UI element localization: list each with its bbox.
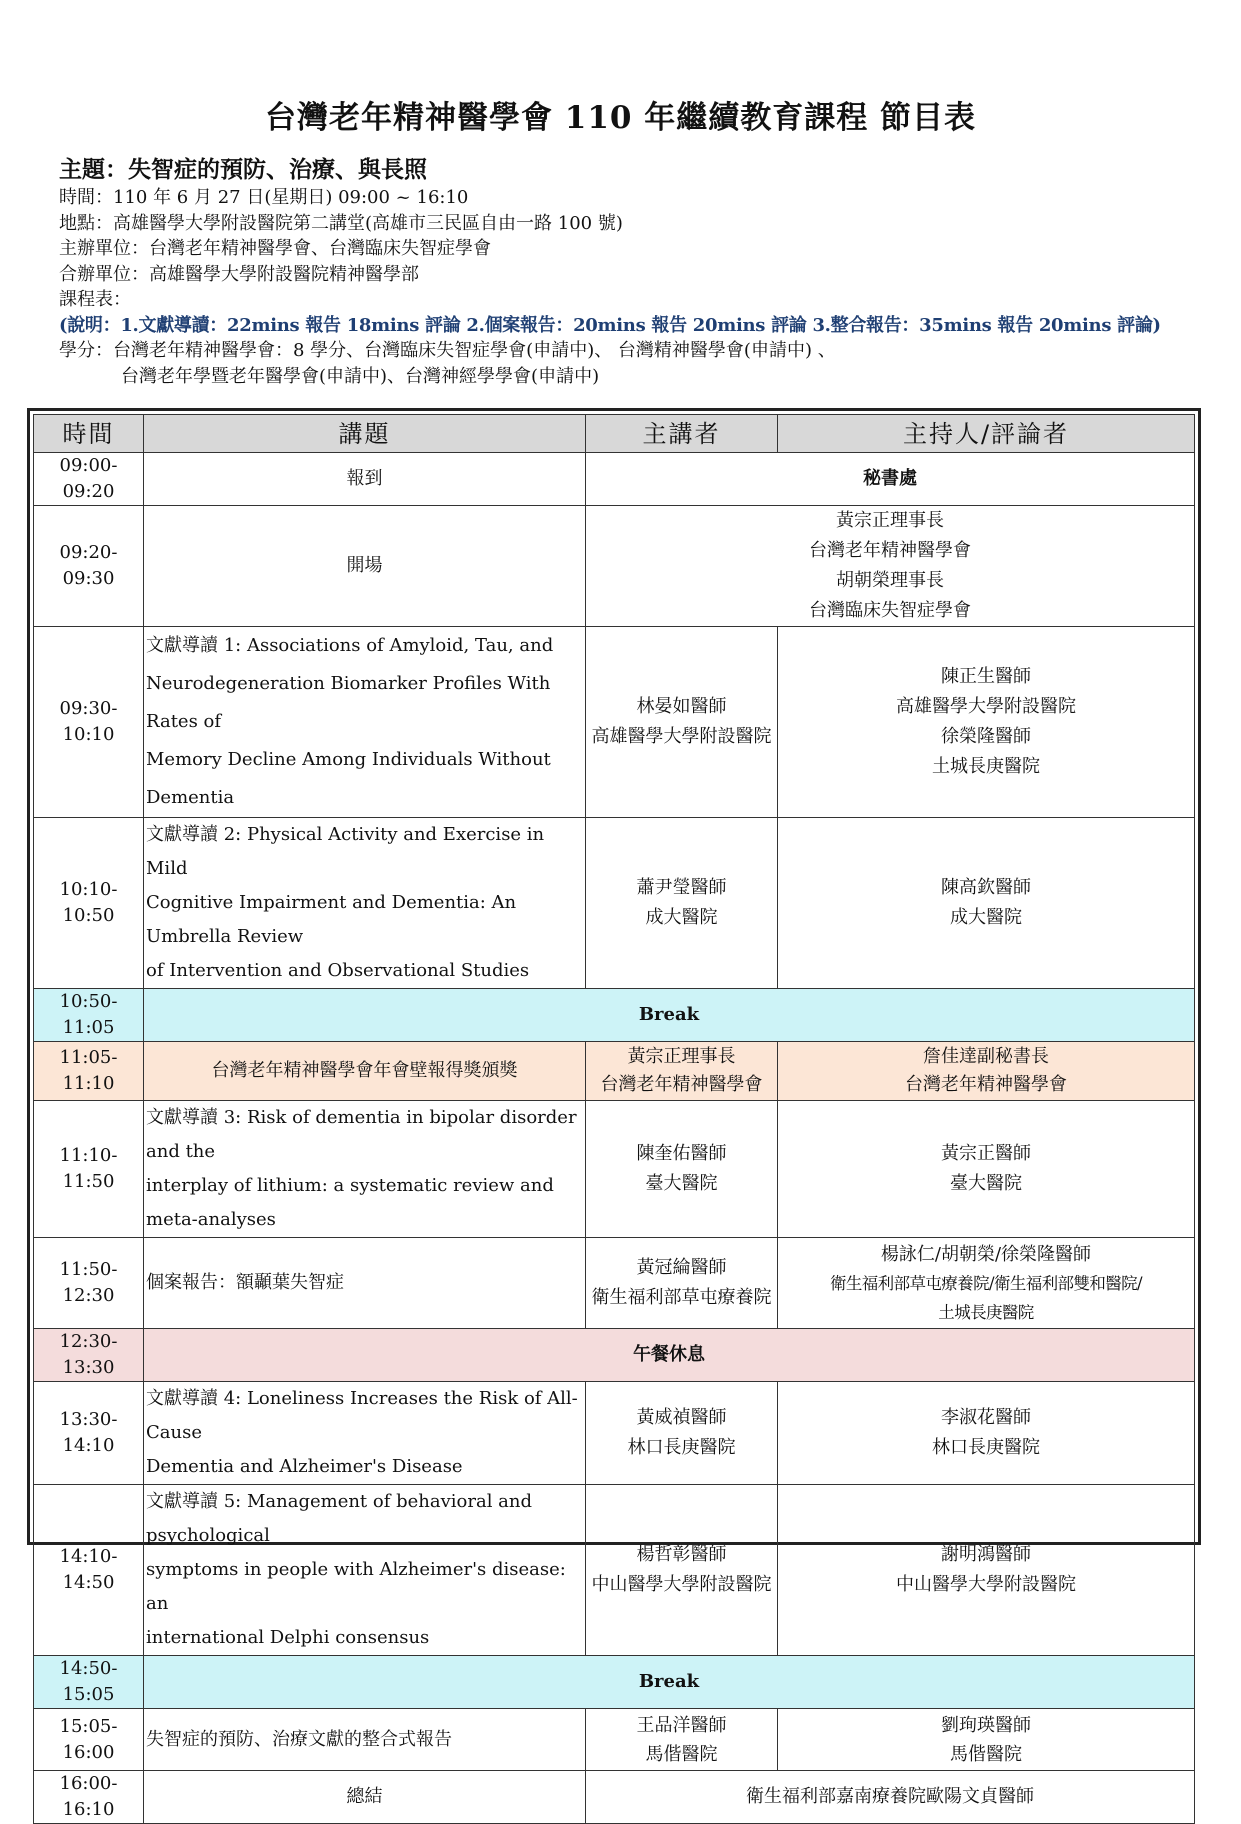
- table-row: [34, 1042, 1195, 1101]
- row-topic: [144, 1101, 586, 1238]
- page-title: 台灣老年精神醫學會 110 年繼續教育課程 節目表: [264, 100, 977, 136]
- host-affiliation: 中山醫學大學附設醫院: [896, 1574, 1076, 1595]
- host-name: 謝明鴻醫師: [941, 1544, 1031, 1565]
- host-name: 黃宗正理事長: [836, 510, 944, 531]
- speaker-affiliation: 馬偕醫院: [645, 1743, 718, 1765]
- host-name: 李淑花醫師: [941, 1407, 1031, 1428]
- credits-line-1: 學分：台灣老年精神醫學會：8 學分、台灣臨床失智症學會(申請中)、 台灣精神醫學會(申請中) 、: [59, 340, 836, 361]
- row-time: 11:50-12:30: [34, 1238, 144, 1329]
- row-speaker: [586, 1101, 778, 1238]
- speaker-affiliation: 台灣老年精神醫學會: [600, 1074, 763, 1095]
- speaker-affiliation: 衛生福利部草屯療養院: [591, 1287, 772, 1308]
- row-topic: 台灣老年精神醫學會年會壁報得獎頒獎: [144, 1042, 586, 1101]
- row-time: 11:05-11:10: [34, 1042, 144, 1101]
- row-speaker: [586, 818, 778, 989]
- table-row: [34, 1238, 1195, 1329]
- row-topic: 總結: [144, 1771, 586, 1824]
- speaker-name: 黃宗正理事長: [627, 1046, 736, 1067]
- row-time: 11:10-11:50: [34, 1101, 144, 1238]
- topic-line: 文獻導讀 1: Associations of Amyloid, Tau, and: [146, 635, 554, 656]
- schedule-table-frame: [27, 408, 1201, 1820]
- speaker-name: 楊哲彰醫師: [636, 1544, 727, 1565]
- host-name: 徐榮隆醫師: [941, 726, 1031, 747]
- host-affiliation: 高雄醫學大學附設醫院: [896, 696, 1076, 717]
- table-row: [34, 1771, 1195, 1824]
- row-host: [778, 1101, 1195, 1238]
- header-row: [34, 415, 1195, 453]
- topic-line: interplay of lithium: a systematic review and: [146, 1175, 554, 1196]
- row-speaker: [586, 1485, 778, 1656]
- host-name: 陳高欽醫師: [941, 877, 1031, 898]
- topic-line: Dementia and Alzheimer's Disease: [146, 1456, 463, 1477]
- row-host: [778, 818, 1195, 989]
- header-host: 主持人/評論者: [778, 415, 1195, 453]
- table-row: [34, 627, 1195, 818]
- host-name: 劉珣瑛醫師: [941, 1714, 1031, 1736]
- table-row: [34, 1709, 1195, 1771]
- row-topic: [144, 818, 586, 989]
- header-topic: 講題: [144, 415, 586, 453]
- row-time: 09:30-10:10: [34, 627, 144, 818]
- row-host: [778, 1042, 1195, 1101]
- host-affiliation: 成大醫院: [950, 907, 1022, 928]
- speaker-affiliation: 林口長庚醫院: [627, 1437, 736, 1458]
- host-name: 胡朝榮理事長: [836, 570, 944, 591]
- host-affiliation: 土城長庚醫院: [932, 756, 1040, 777]
- speaker-affiliation: 成大醫院: [645, 907, 718, 928]
- table-row: [34, 1329, 1195, 1382]
- row-host: [586, 506, 1195, 627]
- event-organizer: 主辦單位：台灣老年精神醫學會、台灣臨床失智症學會: [59, 238, 491, 259]
- host-name: 楊詠仁/胡朝榮/徐榮隆醫師: [880, 1243, 1092, 1265]
- speaker-affiliation: 中山醫學大學附設醫院: [591, 1574, 772, 1595]
- topic-line: Cognitive Impairment and Dementia: An Umbrella Review: [146, 892, 517, 947]
- host-affiliation: 台灣老年精神醫學會: [809, 540, 971, 561]
- speaker-name: 蕭尹瑩醫師: [636, 877, 727, 898]
- row-topic: 個案報告：額顳葉失智症: [144, 1238, 586, 1329]
- table-row: [34, 506, 1195, 627]
- row-topic: [144, 1382, 586, 1485]
- topic-line: international Delphi consensus: [146, 1627, 430, 1648]
- topic-line: of Intervention and Observational Studies: [146, 960, 530, 981]
- row-topic: 開場: [144, 506, 586, 627]
- host-name: 詹佳達副秘書長: [923, 1046, 1049, 1067]
- schedule-label: 課程表：: [59, 289, 131, 310]
- host-affiliation: 台灣臨床失智症學會: [809, 600, 971, 621]
- speaker-name: 林晏如醫師: [636, 696, 727, 717]
- host-affiliation: 土城長庚醫院: [938, 1302, 1034, 1322]
- topic-line: meta-analyses: [146, 1209, 276, 1230]
- row-topic: [144, 627, 586, 818]
- row-topic: [144, 1485, 586, 1656]
- row-time: 10:10-10:50: [34, 818, 144, 989]
- table-row: [34, 1485, 1195, 1656]
- table-row: [34, 1656, 1195, 1709]
- speaker-name: 王品洋醫師: [636, 1714, 727, 1736]
- row-speaker: [586, 1238, 778, 1329]
- speaker-name: 黃威禎醫師: [636, 1407, 727, 1428]
- row-time: 14:10-14:50: [34, 1485, 144, 1656]
- event-theme: 主題：失智症的預防、治療、與長照: [59, 156, 427, 183]
- row-topic: 失智症的預防、治療文獻的整合式報告: [144, 1709, 586, 1771]
- row-host: [778, 1382, 1195, 1485]
- row-topic: 報到: [144, 453, 586, 506]
- topic-line: Neurodegeneration Biomarker Profiles With Rates of: [146, 673, 551, 732]
- row-host: [778, 1485, 1195, 1656]
- row-speaker: [586, 1709, 778, 1771]
- host-affiliation: 台灣老年精神醫學會: [905, 1074, 1067, 1095]
- event-time: 時間：110 年 6 月 27 日(星期日) 09:00 ~ 16:10: [59, 187, 469, 208]
- topic-line: symptoms in people with Alzheimer's disease: an: [146, 1559, 566, 1614]
- lunch-label: 午餐休息: [144, 1329, 1195, 1382]
- row-time: 15:05-16:00: [34, 1709, 144, 1771]
- credits-line-2: 台灣老年學暨老年醫學會(申請中)、台灣神經學學會(申請中): [121, 365, 600, 387]
- row-time: 10:50-11:05: [34, 989, 144, 1042]
- host-affiliation: 臺大醫院: [950, 1173, 1022, 1194]
- row-host: [778, 1238, 1195, 1329]
- row-time: 16:00-16:10: [34, 1771, 144, 1824]
- speaker-affiliation: 高雄醫學大學附設醫院: [591, 726, 772, 747]
- row-time: 14:50-15:05: [34, 1656, 144, 1709]
- topic-line: 文獻導讀 5: Management of behavioral and psychological: [146, 1491, 533, 1546]
- header-speaker: 主講者: [586, 415, 778, 453]
- event-info: [59, 155, 1219, 389]
- host-affiliation: 馬偕醫院: [950, 1743, 1022, 1765]
- header-time: 時間: [34, 415, 144, 453]
- topic-line: 文獻導讀 3: Risk of dementia in bipolar disorder and the: [146, 1107, 577, 1162]
- speaker-affiliation: 臺大醫院: [645, 1173, 718, 1194]
- host-affiliation: 林口長庚醫院: [932, 1437, 1040, 1458]
- table-row: [34, 1382, 1195, 1485]
- row-time: 12:30-13:30: [34, 1329, 144, 1382]
- table-row: [34, 989, 1195, 1042]
- schedule-table: [33, 414, 1195, 1824]
- topic-line: Memory Decline Among Individuals Without Dementia: [146, 749, 551, 808]
- topic-line: 文獻導讀 2: Physical Activity and Exercise in Mild: [146, 824, 545, 879]
- row-speaker: [586, 1382, 778, 1485]
- event-co-organizer: 合辦單位：高雄醫學大學附設醫院精神醫學部: [59, 263, 419, 285]
- event-place: 地點：高雄醫學大學附設醫院第二講堂(高雄市三民區自由一路 100 號): [59, 212, 623, 234]
- host-affiliation: 衛生福利部草屯療養院/衛生福利部雙和醫院/: [829, 1273, 1143, 1293]
- host-name: 陳正生醫師: [941, 666, 1031, 687]
- table-row: [34, 453, 1195, 506]
- row-speaker: [586, 1042, 778, 1101]
- host-name: 黃宗正醫師: [941, 1143, 1031, 1164]
- break-label: Break: [144, 1656, 1195, 1709]
- row-host: 衛生福利部嘉南療養院歐陽文貞醫師: [586, 1771, 1195, 1824]
- row-host: [778, 1709, 1195, 1771]
- row-time: 13:30-14:10: [34, 1382, 144, 1485]
- speaker-name: 陳奎佑醫師: [636, 1143, 727, 1164]
- row-time: 09:00-09:20: [34, 453, 144, 506]
- row-host: 秘書處: [586, 453, 1195, 506]
- break-label: Break: [144, 989, 1195, 1042]
- speaker-name: 黃冠綸醫師: [636, 1257, 727, 1278]
- table-row: [34, 1101, 1195, 1238]
- row-time: 09:20-09:30: [34, 506, 144, 627]
- topic-line: 文獻導讀 4: Loneliness Increases the Risk of All-Cause: [146, 1388, 578, 1443]
- row-speaker: [586, 627, 778, 818]
- format-note: (說明：1.文獻導讀：22mins 報告 18mins 評論 2.個案報告：20mins 報告 20mins 評論 3.整合報告：35mins 報告 20mins 評論): [59, 314, 1161, 336]
- row-host: [778, 627, 1195, 818]
- table-row: [34, 818, 1195, 989]
